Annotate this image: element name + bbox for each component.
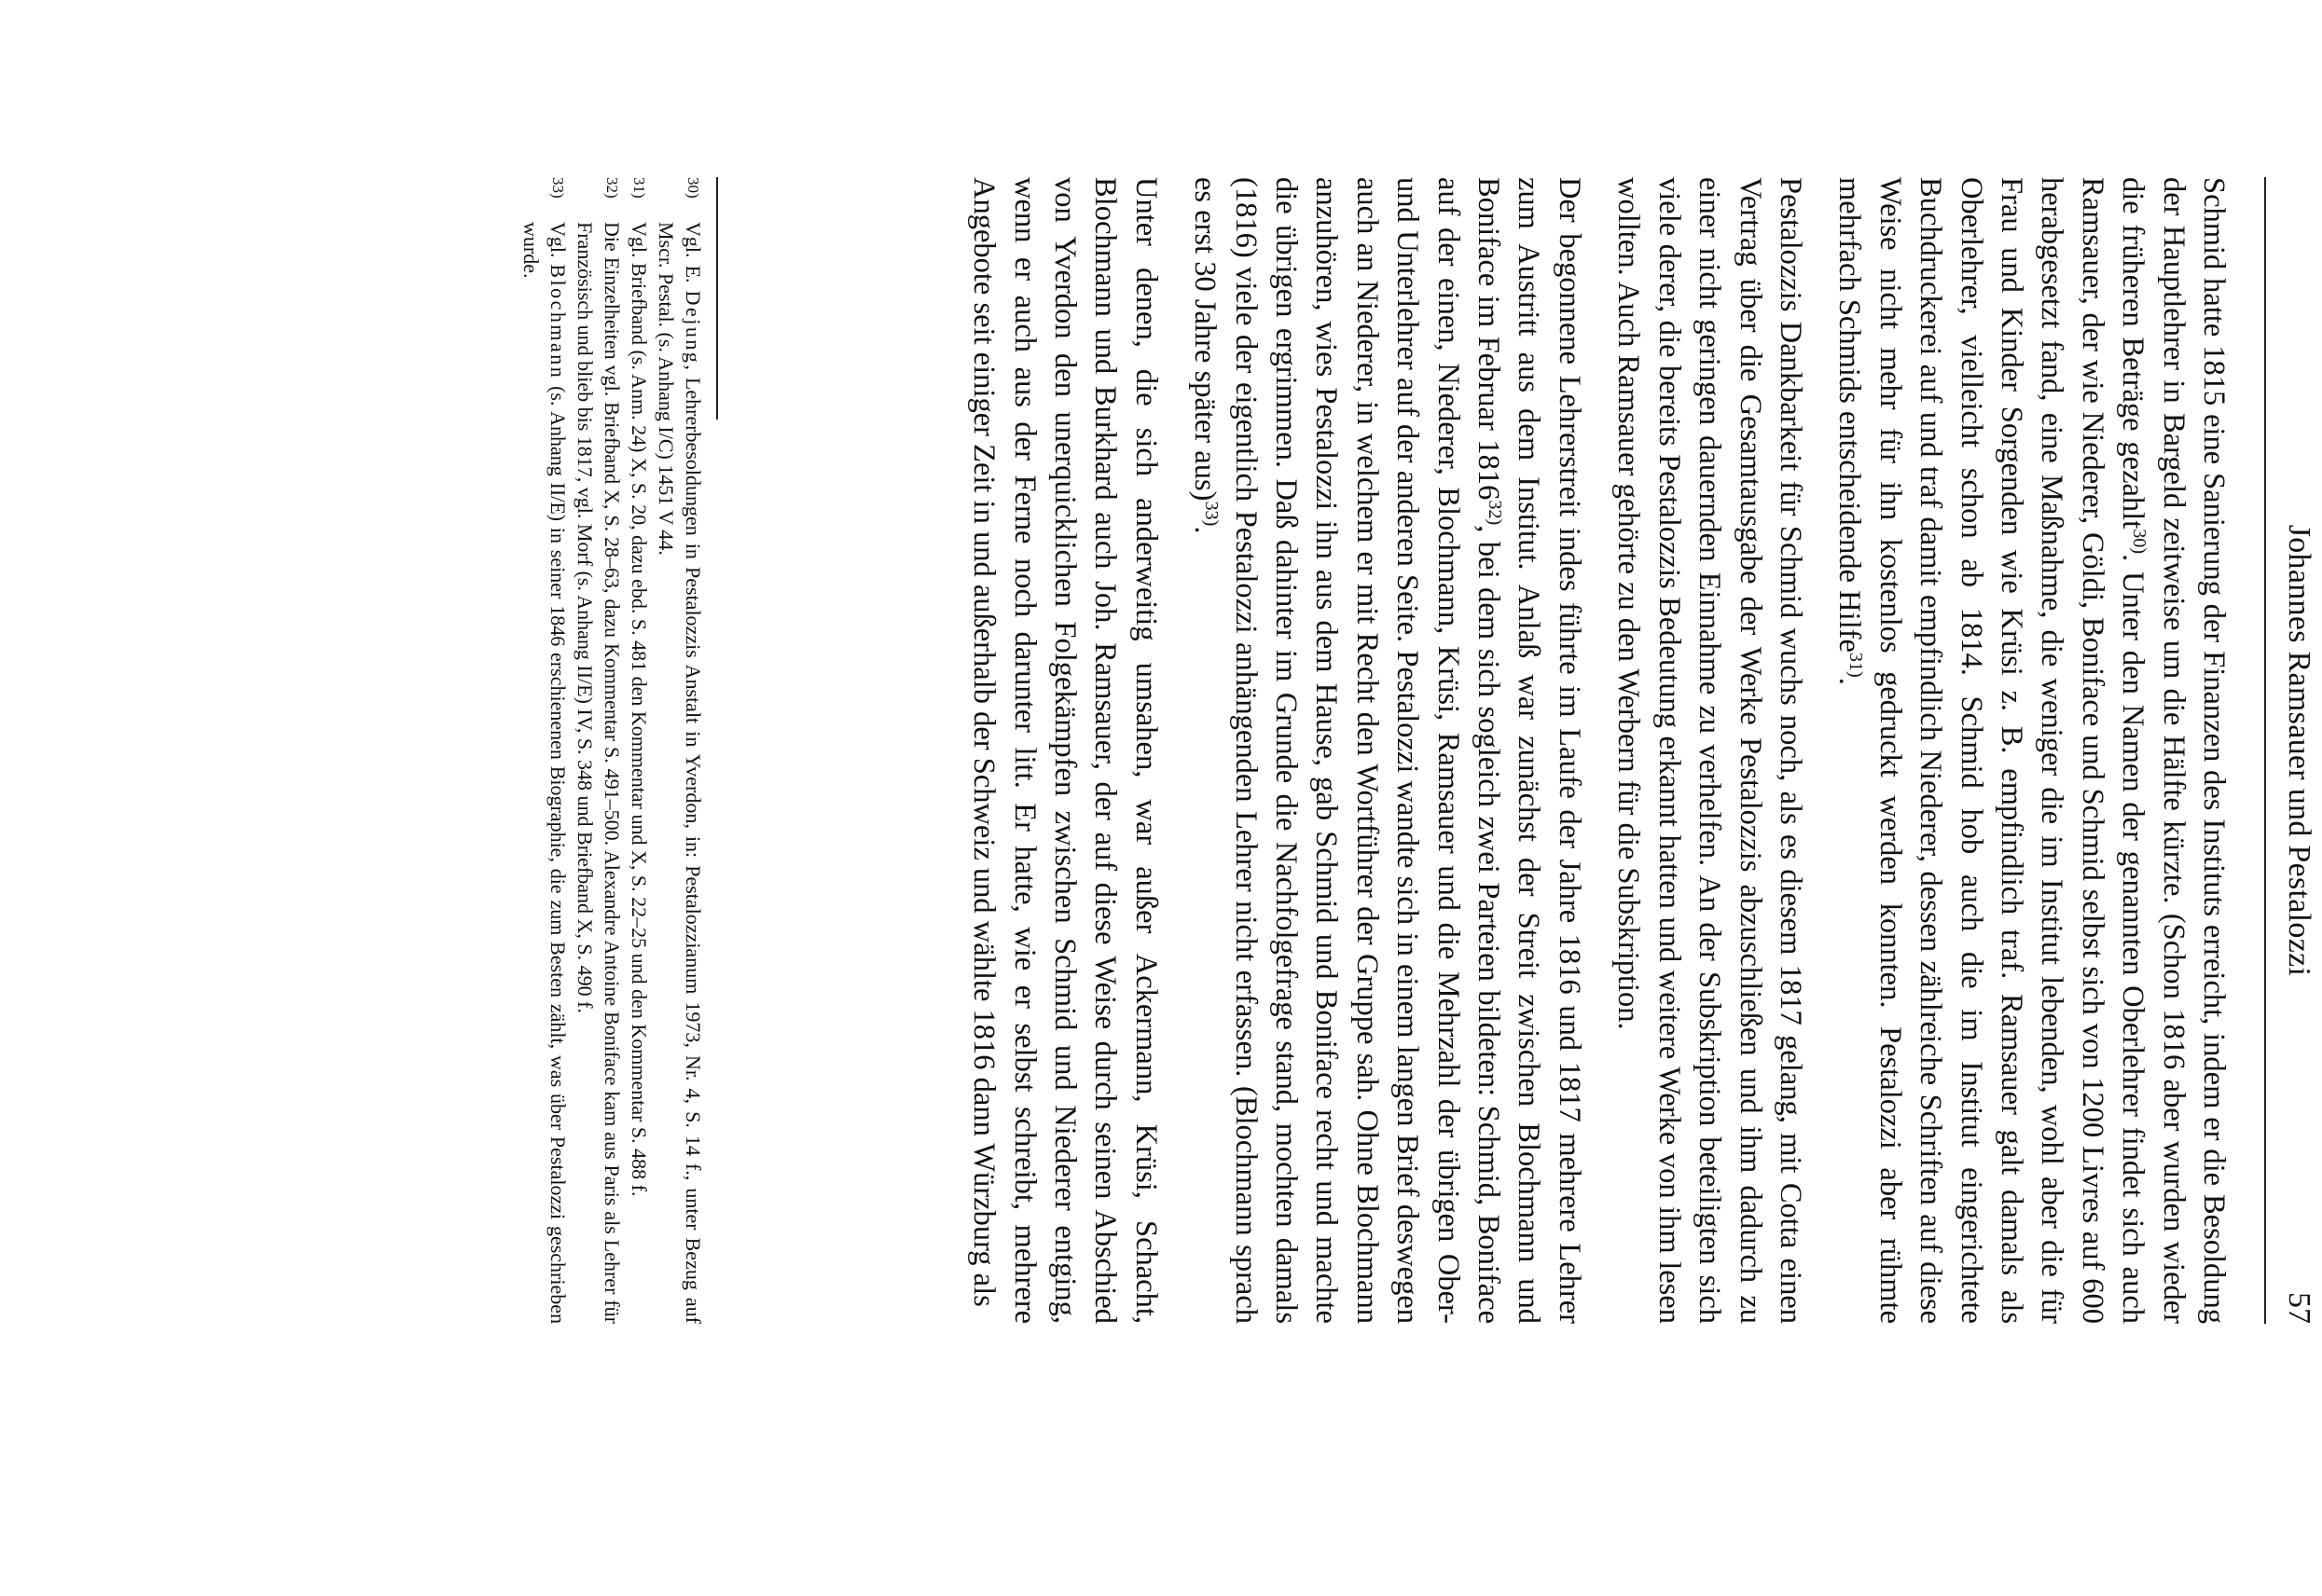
footnotes xyxy=(518,177,707,1324)
footnote-31 xyxy=(626,177,653,1324)
footnote-ref-30: 30) xyxy=(2129,529,2150,555)
footnote-number: 30) xyxy=(684,177,702,199)
footnote-text xyxy=(518,222,572,1324)
footnote-number: 33) xyxy=(549,177,567,199)
footnote-body: Vgl. Briefband (s. Anm. 24) X, S. 20, dazu ebd. S. 481 den Kommentar und X, S. 22–25 und den Kommentar S. 488 f. xyxy=(628,222,651,1197)
footnote-ref-31: 31) xyxy=(1845,652,1867,678)
footnote-divider xyxy=(716,177,718,420)
footnote-ref-33: 33) xyxy=(1201,501,1223,527)
footnote-number: 31) xyxy=(630,177,648,199)
footnote-number: 32) xyxy=(603,177,621,199)
footnote-body: , Lehrerbesoldungen in Pestalozzis Anstalt in Yverdon, in: Pestalozzianum 1973, Nr. 4, S. 14 f., unter Bezug auf Mscr. Pestal. (s. Anhang I/C) 1451 V 44. xyxy=(655,222,705,1324)
footnote-32 xyxy=(572,177,626,1324)
paragraph-1 xyxy=(1829,177,2233,1324)
paragraph-3 xyxy=(1184,177,1589,1324)
footnote-prefix: Vgl. xyxy=(546,222,570,265)
page-header xyxy=(2264,177,2322,1324)
paragraph-3-text: Der begonnene Lehrerstreit indes führte im Laufe der Jahre 1816 und 1817 mehrere Lehrer zum Austritt aus dem Institut. Anlaß war zunächst der Streit zwischen Blochmann und Boniface im Februar 1816 xyxy=(1472,177,1586,1324)
footnote-body: Die Einzelheiten vgl. Briefband X, S. 28–63, dazu Kommentar S. 491–500. Alexandre Antoine Boniface kam aus Paris als Lehrer für Französisch und blieb bis 1817, vgl. Morf (s. Anhang II/E) IV, S. 348 und Briefband X, S. 490 f. xyxy=(574,222,624,1324)
footnote-text xyxy=(572,222,626,1324)
paragraph-1-text: Schmid hatte 1815 eine Sanierung der Finanzen des Instituts erreicht, indem er die Besoldung der Hauptlehrer in Bargeld zeitweise um die Hälfte kürzte. (Schon 1816 aber wurden wieder die früheren Beträge gezahlt xyxy=(2116,177,2231,1324)
footnote-body: (s. Anhang II/E) in seiner 1846 erschienenen Biographie, die zum Besten zählt, was über Pestalozzi geschrieben wurde. xyxy=(519,222,570,1325)
footnote-30 xyxy=(653,177,707,1324)
body-text xyxy=(963,177,2233,1324)
footnote-text xyxy=(626,222,653,1324)
page-number: 57 xyxy=(2282,1292,2316,1324)
footnote-author: Dejung xyxy=(682,290,705,365)
footnote-33 xyxy=(518,177,572,1324)
paragraph-3-text-end: . xyxy=(1188,526,1223,534)
book-page xyxy=(233,140,2322,1389)
paragraph-4: Unter denen, die sich anderweitig umsahen, war außer Ackermann, Krüsi, Schacht, Blochmann und Burkhard auch Joh. Ramsauer, der auf diese Weise durch seinen Abschied von Yverdon den unerquicklichen Folgekämpfen zwischen Schmid und Niederer entging, wenn er auch aus der Ferne noch darunter litt. Er hatte, wie er selbst schreibt, mehrere Angebote seit einiger Zeit in und außerhalb der Schweiz und wählte 1816 dann Würzburg als xyxy=(967,177,1163,1324)
footnote-text xyxy=(653,222,707,1324)
running-title: Johannes Ramsauer und Pestalozzi xyxy=(2282,524,2316,977)
footnote-prefix: Vgl. E. xyxy=(682,222,705,291)
footnote-ref-32: 32) xyxy=(1485,500,1506,526)
paragraph-1-text-cont: . Unter den Namen der genannten Oberlehrer findet sich auch Ramsauer, der wie Niederer, Göldi, Boniface und Schmid selbst sich von 1200 Livres auf 600 herabgesetzt fand, eine Maßnahme, die weniger die im Institut lebenden, wohl aber die für Frau und Kinder Sorgenden wie Krüsi z. B. empfindlich traf. Ramsauer galt damals als Oberlehrer, vielleicht schon ab 1814. Schmid hob auch die im Institut eingerichtete Buchdruckerei auf und traf damit empfindlich Niederer, dessen zählreiche Schriften auf diese Weise nicht mehr für ihn kostenlos gedruckt werden konnten. Pestalozzi aber rühmte mehrfach Schmids entscheidende Hilfe xyxy=(1832,177,2150,1324)
paragraph-3-text-cont: , bei dem sich sogleich zwei Parteien bildeten: Schmid, Boniface auf der einen, Niederer, Blochmann, Krüsi, Ramsauer und die Mehrzahl der übrigen Ober- und Unterlehrer auf der anderen Seite. Pestalozzi wandte sich in einem langen Brief deswegen auch an Niederer, in welchem er mit Recht den Wortführer der Gruppe sah. Ohne Blochmann anzuhören, wies Pestalozzi ihn aus dem Hause, gab Schmid und Boniface recht und machte die übrigen ergrimmen. Daß dahinter im Grunde die Nachfolgefrage stand, mochten damals (1816) viele der eigentlich Pestalozzi anhängenden Lehrer nicht erfassen. (Blochmann sprach es erst 30 Jahre später aus) xyxy=(1188,177,1506,1325)
paragraph-1-text-end: . xyxy=(1832,677,1867,685)
footnote-author: Blochmann xyxy=(546,264,570,380)
paragraph-2: Pestalozzis Dankbarkeit für Schmid wuchs noch, als es diesem 1817 gelang, mit Cotta einen Vertrag über die Gesamtausgabe der Werke Pestalozzis abzuschließen und ihm dadurch zu einer nicht geringen dauernden Einnahme zu verhelfen. An der Subskription beteiligten sich viele derer, die bereits Pestalozzis Bedeutung erkannt hatten und weitere Werke von ihm lesen wollten. Auch Ramsauer gehörte zu den Werbern für die Subskription. xyxy=(1611,177,1807,1324)
